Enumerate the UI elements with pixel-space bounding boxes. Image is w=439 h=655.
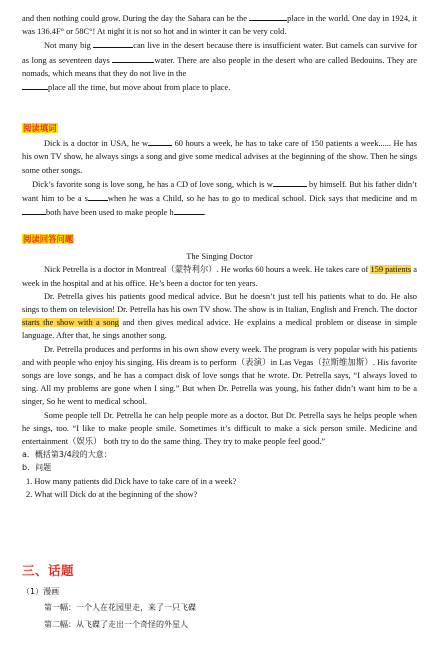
reading-fill-section	[22, 122, 417, 219]
desert-paragraph-1: and then nothing could grow. During the day the Sahara can be the place in the world. One day in 1924, it was 136.4F° or 58C°! At night it is not so hot and in winter it can be very cold.	[22, 11, 417, 38]
qa-paragraph-2: Dr. Petrella gives his patients good medical advice. But he doesn’t just tell his patients what to do. He also sings to them on television! Dr. Petrella has his own TV show. The show is in Italian, English and French. The doctor starts the show with a song and then gives medical advice. He explains a medical problem or disease in simple language. After that, he sings another song.	[22, 291, 417, 341]
fill-blank[interactable]	[174, 205, 204, 215]
fill-blank[interactable]	[249, 11, 287, 21]
desert-passage	[22, 11, 417, 94]
frame-2-text: 第二幅：从飞碟了走出一个奇怪的外星人	[44, 619, 188, 629]
desert-paragraph-2: Not many big can live in the desert because there is insufficient water. But camels can survive for as long as seventeen days water. There are also people in the desert who are called Bedouins. They are nomads, which means that they do not live in the place all the time, but move about from place to place.	[22, 38, 417, 94]
question-b: b．问题	[22, 463, 52, 473]
fill-blank[interactable]	[112, 53, 154, 63]
qa-paragraph-3: Dr. Petrella produces and performs in his own show every week. The program is very popular with his patients and with people who enjoy his singing. His dream is to perform（表演）in Las Vegas（拉斯维加斯）. His favorite songs are love songs, and he has a compact disk of love songs that he wrote. Dr. Petrella says, “I always loved to sing. All my problems are gone when I sing.” But when Dr. Petrella was young, his father didn’t want him to be a singer, So he went to medical school.	[22, 344, 417, 407]
fill-blank[interactable]	[148, 136, 172, 146]
question-1: 1. How many patients did Dick have to take care of in a week?	[26, 476, 237, 486]
topic-subheading: （1）漫画	[22, 587, 60, 597]
highlight-159-patients: 159 patients	[370, 265, 412, 275]
question-a: a．概括第3/4段的大意：	[22, 450, 112, 460]
fill-blank[interactable]	[93, 38, 133, 48]
section-heading-reading-qa: 阅读回答问题	[23, 234, 74, 244]
fill-blank[interactable]	[273, 177, 307, 187]
highlight-starts-show: starts the show with a song	[22, 318, 119, 328]
reading-qa-section	[22, 233, 417, 501]
question-2: 2. What will Dick do at the beginning of the show?	[26, 489, 198, 499]
fill-blank[interactable]	[22, 80, 48, 90]
reading-fill-paragraph-2: Dick’s favorite song is love song, he has a CD of love song, which is w by himself. But his father didn’t want him to be a s when he was a Child, so he has to go to medical school. Dick says that medicine and mboth have been used to make people h .	[22, 177, 417, 220]
section-heading-topic: 三、话题	[22, 563, 75, 578]
fill-blank[interactable]	[88, 191, 108, 201]
fill-blank[interactable]	[22, 205, 46, 215]
passage-title: The Singing Doctor	[186, 252, 253, 262]
section-heading-reading-fill: 阅读填词	[23, 123, 57, 133]
reading-fill-paragraph-1: Dick is a doctor in USA, he w 60 hours a week, he has to take care of 150 patients a week...... He has his own TV show, he always sings a song and give some medical advises at the beginning of the show. Then he sings some other songs.	[22, 136, 417, 177]
frame-1-text: 第一幅：一个人在花园里走，来了一只飞碟	[44, 603, 196, 613]
topic-section	[22, 564, 417, 631]
qa-paragraph-1: Nick Petrella is a doctor in Montreal（蒙特利尔）. He works 60 hours a week. He takes care of 159 patients a week in the hospital and at his office. He’s been a doctor for ten years.	[22, 265, 417, 288]
qa-paragraph-4: Some people tell Dr. Petrella he can help people more as a doctor. But Dr. Petrella says he helps people when he sings, too. “I like to make people smile. Sometimes it’s difficult to make a sick person smile. Medicine and entertainment（娱乐） both try to do the same thing. They try to make people feel good.”	[22, 410, 417, 447]
